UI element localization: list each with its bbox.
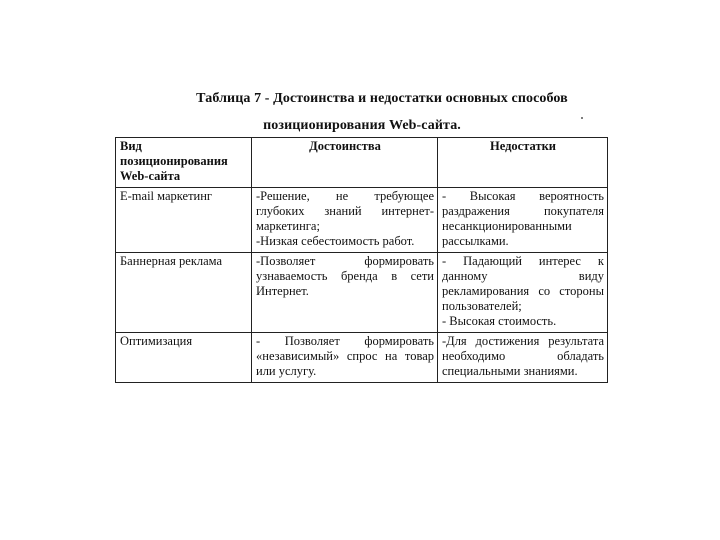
advantage-item: - Позволяет формировать «независимый» спрос на товар или услугу. [256,334,434,378]
table-header-row [116,138,608,188]
advantage-item: -Решение, не требующее глубоких знаний интернет-маркетинга; [256,189,434,233]
header-disadvantages: Недостатки [438,138,608,188]
table-caption-line-1: Таблица 7 - Достоинства и недостатки основных способов [196,91,568,106]
disadvantage-item: - Падающий интерес к данному виду рекламирования со стороны пользователей; [442,254,604,313]
positioning-methods-table [115,137,608,383]
disadvantage-item: - Высокая вероятность раздражения покупателя несанкционированными рассылками. [442,189,604,248]
disadvantage-item: - Высокая стоимость. [442,314,557,328]
scan-speck [581,117,583,119]
row-type-cell: E-mail маркетинг [116,188,252,253]
header-type: Вид позиционирования Web-сайта [116,138,252,188]
advantages-cell [252,188,438,253]
table-row [116,188,608,253]
disadvantages-cell [438,188,608,253]
table-row [116,333,608,383]
table-caption-line-2: позиционирования Web-сайта. [263,118,461,133]
row-type-cell: Баннерная реклама [116,253,252,333]
advantages-cell [252,333,438,383]
table-row [116,253,608,333]
advantages-cell [252,253,438,333]
row-type-cell: Оптимизация [116,333,252,383]
disadvantages-cell [438,253,608,333]
header-advantages: Достоинства [252,138,438,188]
disadvantage-item: -Для достижения результата необходимо обладать специальными знаниями. [442,334,604,378]
disadvantages-cell [438,333,608,383]
advantage-item: -Позволяет формировать узнаваемость бренда в сети Интернет. [256,254,434,298]
advantage-item: -Низкая себестоимость работ. [256,234,415,248]
